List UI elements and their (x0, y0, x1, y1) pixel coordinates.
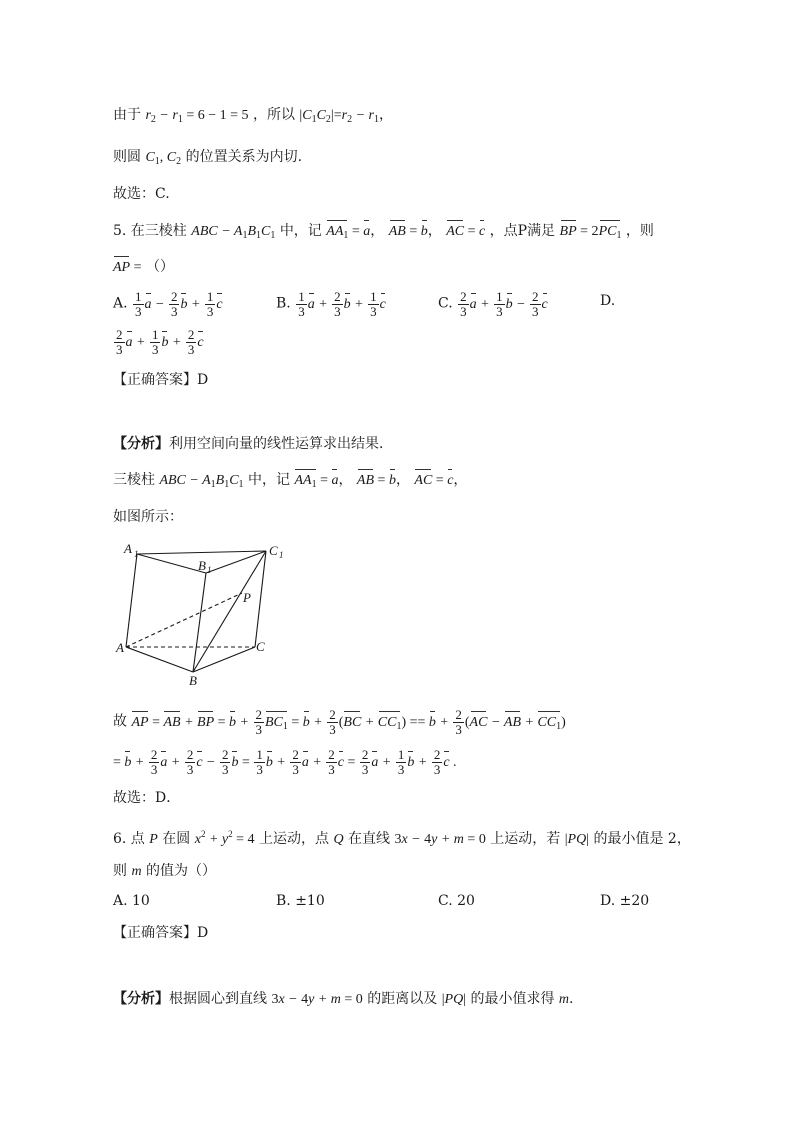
body-5: 三棱柱 ABC − $A_1B_1C_1$ 中，记 $AA_1 = a$， AB = b， AC = c， (113, 469, 467, 496)
option-c: C. $\frac{2}{3}$ a + $\frac{1}{3}$ b − $\frac{2}{3}$ c (438, 289, 548, 319)
analysis-5: 【分析】利用空间向量的线性运算求出结果． (113, 436, 393, 452)
question-5-cont: AP = （） (113, 256, 174, 279)
option-6d: D. ±20 (600, 893, 650, 909)
option-d: D. (600, 293, 616, 309)
done-5: 故选：D． (113, 790, 181, 806)
question-6: 6. 点 P 在圆 $x^2 + y^2 = 4$ 上运动，点 Q 在直线 3x − 4y + m = 0 上运动，若 |PQ| 的最小值是 2， (113, 829, 691, 847)
calc-line-2: = b + $\frac{2}{3}$ a + $\frac{2}{3}$ c − $\frac{2}{3}$ b = $\frac{1}{3}$ b + $\frac{2}{3}$ a + $\frac{2}{3}$ c = $\frac{2}{3}$ a + $\frac{1}{3}$ b + $\frac{2}{3}$ c . (113, 747, 457, 777)
math-expr: BP = $2PC_1$ (560, 224, 622, 239)
option-6c: C. 20 (438, 893, 475, 909)
edge-cc1 (255, 551, 266, 647)
calc-line-1: 故 AP = AB + BP = b + $\frac{2}{3}$ $BC_1 = b$ + $\frac{2}{3}$ $(BC + CC_1) == b$ + $\frac{2}{3}$ (AC − AB + $CC_1$) (113, 707, 566, 737)
edge-a1b1 (137, 554, 206, 573)
question-6-cont: 则 m 的值为（） (113, 863, 217, 879)
option-6a: A. 10 (113, 893, 150, 909)
label-c: C (256, 639, 265, 654)
option-b: B. $\frac{1}{3}$ a + $\frac{2}{3}$ b + $\frac{1}{3}$ c (276, 289, 386, 319)
math-expr: $AA_1 = a$ (326, 224, 370, 239)
option-d-expr: $\frac{2}{3}$ a + $\frac{1}{3}$ b + $\frac{2}{3}$ c (116, 327, 204, 357)
prism-figure (110, 538, 300, 688)
question-5: 5. 在三棱柱 ABC − $A_1B_1C_1$ 中，记 $AA_1 = a$， AB = b， AC = c ，点P满足 BP = $2PC_1$ ，则 (113, 220, 654, 247)
math-expr: AP = (113, 260, 142, 275)
math-expr: AC = c (446, 224, 485, 239)
edge-bb1 (193, 573, 206, 672)
edge-b1c1 (206, 551, 266, 573)
option-a: A. $\frac{1}{3}$ a − $\frac{2}{3}$ b + $\frac{1}{3}$ c (113, 289, 223, 319)
answer-6: 【正确答案】D (113, 925, 209, 941)
edge-a1c1 (137, 551, 266, 554)
math-expr: ABC − $A_1B_1C_1$ (191, 224, 276, 241)
figure-intro: 如图所示： (113, 509, 183, 525)
analysis-6: 【分析】根据圆心到直线 3x − 4y + m = 0 的距离以及 |PQ| 的最小值求得 m. (113, 991, 574, 1007)
math-expr: AB = b (389, 224, 428, 239)
svg-text:1: 1 (279, 550, 284, 560)
math-expr: $r_2 - r_1 = 6 - 1 = 5$ (145, 108, 249, 125)
math-expr: $|C_1C_2|=r_2 - r_1$ (299, 108, 379, 125)
svg-text:1: 1 (134, 549, 139, 559)
edge-bc (193, 647, 255, 672)
answer-5: 【正确答案】D (113, 372, 209, 388)
label-b: B (189, 673, 197, 688)
text-line-2: 则圆 $C_1$, $C_2$ 的位置关系为内切. (113, 149, 303, 167)
label-p: P (243, 590, 251, 605)
label-a1: A (124, 541, 132, 556)
option-6b: B. ±10 (276, 893, 325, 909)
text-line-1: 由于 $r_2 - r_1 = 6 - 1 = 5$ ，所以 $|C_1C_2|=r_2 - r_1$， (113, 107, 393, 125)
text-line-3: 故选：C. (113, 186, 170, 202)
edge-aa1 (126, 554, 137, 647)
label-b1: B (198, 558, 206, 573)
label-c1: C (269, 543, 278, 558)
edge-ab (126, 647, 193, 672)
svg-text:1: 1 (207, 565, 212, 575)
math-expr: $C_1$, $C_2$ (145, 150, 182, 167)
label-a: A (116, 640, 124, 655)
